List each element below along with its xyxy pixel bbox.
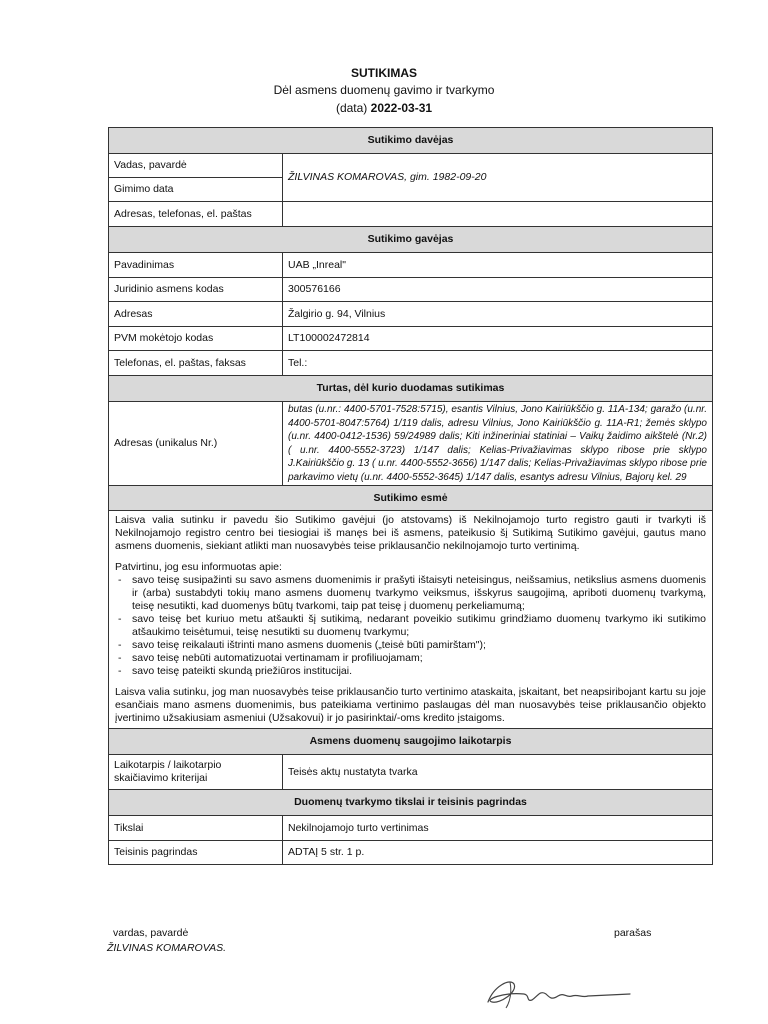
date-label: (data) (335, 101, 368, 115)
date-value: 2022-03-31 (370, 101, 433, 115)
rights-item: - savo teisę susipažinti su savo asmens duomenimis ir prašyti ištaisyti neteisingus, neišsamius, netikslius asmens duomenis ir (arba) sustabdyti tokių mano asmens duomenų tvarkymo veiksmus, išskyrus saugojimą, apriboti duomenų tvarkymą, teisę nesutikti, kad duomenys būtų tvarkomi, taip pat teisę į duomenų perkeliamumą; (115, 574, 706, 613)
essence-paragraph-1: Laisva valia sutinku ir pavedu šio Sutikimo gavėjui (jo atstovams) iš Nekilnojamojo turto registro gauti ir tvarkyti iš Nekilnojamojo registro centro bei tiesiogiai iš manęs bei iš asmens, pateikusio šį Sutikimą Sutikimo gavėjui, gautus mano asmens duomenis, siekiant atlikti man nuosavybės teise priklausančio nekilnojamojo turto vertinimą. (115, 514, 706, 552)
essence-intro: Patvirtinu, jog esu informuotas apie: (115, 561, 282, 573)
document-date (0, 101, 768, 115)
purpose-value: Nekilnojamojo turto vertinimas (283, 816, 713, 841)
rights-item: - savo teisę bet kuriuo metu atšaukti šį sutikimą, nedarant poveikio sutikimu grindžiamo duomenų tvarkymo iki sutikimo atšaukimo teisėtumui, teisę nesutikti su duomenų tvarkymu; (115, 613, 706, 639)
footer-name-label: vardas, pavardė (113, 927, 189, 939)
essence-paragraph-2: Laisva valia sutinku, jog man nuosavybės teise priklausančio turto vertinimo ataskaita, įskaitant, bet neapsiribojant kartu su joje esančiais mano asmens duomenimis, bus pateikiama vertinimo paslaugas dėl man nuosavybės teise priklausančio objekto įvertinimo užsakiusiam asmeniui (Užsakovui) ir jo pasirinktai/-oms kredito įstaigoms. (115, 686, 706, 724)
name-birth-value: ŽILVINAS KOMAROVAS, gim. 1982-09-20 (283, 154, 713, 202)
essence-content (109, 511, 713, 729)
property-address-value: butas (u.nr.: 4400-5701-7528:5715), esantis Vilnius, Jono Kairiūkščio g. 11A-134; garažo (u.nr. 4400-5701-8047:5764) 1/119 dalis, adresu Vilnius, Jono Kairiūkščio g. 11A-R1; žemės sklypo (u.nr. 4400-0412-1536) 59/24989 dalis; Kiti inžineriniai statiniai – Vaikų žaidimo aikštelė (Nr.2) ( u.nr. 4400-5552-3723) 1/147 dalis; Kelias-Privažiavimas sklypo ribose prie sklypo J.Kairiūkščio g. 13 ( u.nr. 4400-5552-3656) 1/147 dalis; Kelias-Privažiavimas sklypo ribose prie parkavimo vietų (u.nr. 4400-5552-3645) 1/147 dalis, esantys adresu Vilnius, Bajorų kel. 29 (283, 402, 713, 486)
essence-section-title: Sutikimo esmė (109, 486, 713, 511)
rights-item: - savo teisę nebūti automatizuotai vertinamam ir profiliuojamam; (115, 652, 706, 665)
storage-label: Laikotarpis / laikotarpio skaičiavimo kriterijai (109, 755, 283, 790)
giver-address-value (283, 202, 713, 227)
rights-item: - savo teisę reikalauti ištrinti mano asmens duomenis („teisė būti pamirštam"); (115, 639, 706, 652)
storage-value: Teisės aktų nustatyta tvarka (283, 755, 713, 790)
receiver-name-label: Pavadinimas (109, 253, 283, 278)
footer-signature-label: parašas (614, 927, 652, 939)
legal-basis-value: ADTAĮ 5 str. 1 p. (283, 841, 713, 865)
receiver-address-label: Adresas (109, 302, 283, 327)
footer-name-value: ŽILVINAS KOMAROVAS. (107, 942, 227, 954)
handwritten-signature (480, 972, 640, 1012)
document-title: SUTIKIMAS (351, 66, 417, 80)
property-address-label: Adresas (unikalus Nr.) (109, 402, 283, 486)
receiver-vat-label: PVM mokėtojo kodas (109, 327, 283, 351)
document-subtitle: Dėl asmens duomenų gavimo ir tvarkymo (273, 83, 495, 97)
birth-date-label: Gimimo data (109, 178, 283, 202)
receiver-name-value: UAB „Inreal" (283, 253, 713, 278)
giver-section-title: Sutikimo davėjas (109, 128, 713, 154)
legal-basis-label: Teisinis pagrindas (109, 841, 283, 865)
receiver-contact-value: Tel.: (283, 351, 713, 376)
receiver-contact-label: Telefonas, el. paštas, faksas (109, 351, 283, 376)
purpose-section-title: Duomenų tvarkymo tikslai ir teisinis pagrindas (109, 790, 713, 816)
receiver-code-value: 300576166 (283, 278, 713, 302)
rights-item: - savo teisę pateikti skundą priežiūros institucijai. (115, 665, 706, 678)
receiver-code-label: Juridinio asmens kodas (109, 278, 283, 302)
giver-address-label: Adresas, telefonas, el. paštas (109, 202, 283, 227)
receiver-address-value: Žalgirio g. 94, Vilnius (283, 302, 713, 327)
purpose-label: Tikslai (109, 816, 283, 841)
storage-section-title: Asmens duomenų saugojimo laikotarpis (109, 729, 713, 755)
receiver-section-title: Sutikimo gavėjas (109, 227, 713, 253)
name-label: Vadas, pavardė (109, 154, 283, 178)
rights-list (115, 574, 706, 678)
property-section-title: Turtas, dėl kurio duodamas sutikimas (109, 376, 713, 402)
consent-table (108, 127, 713, 865)
receiver-vat-value: LT100002472814 (283, 327, 713, 351)
